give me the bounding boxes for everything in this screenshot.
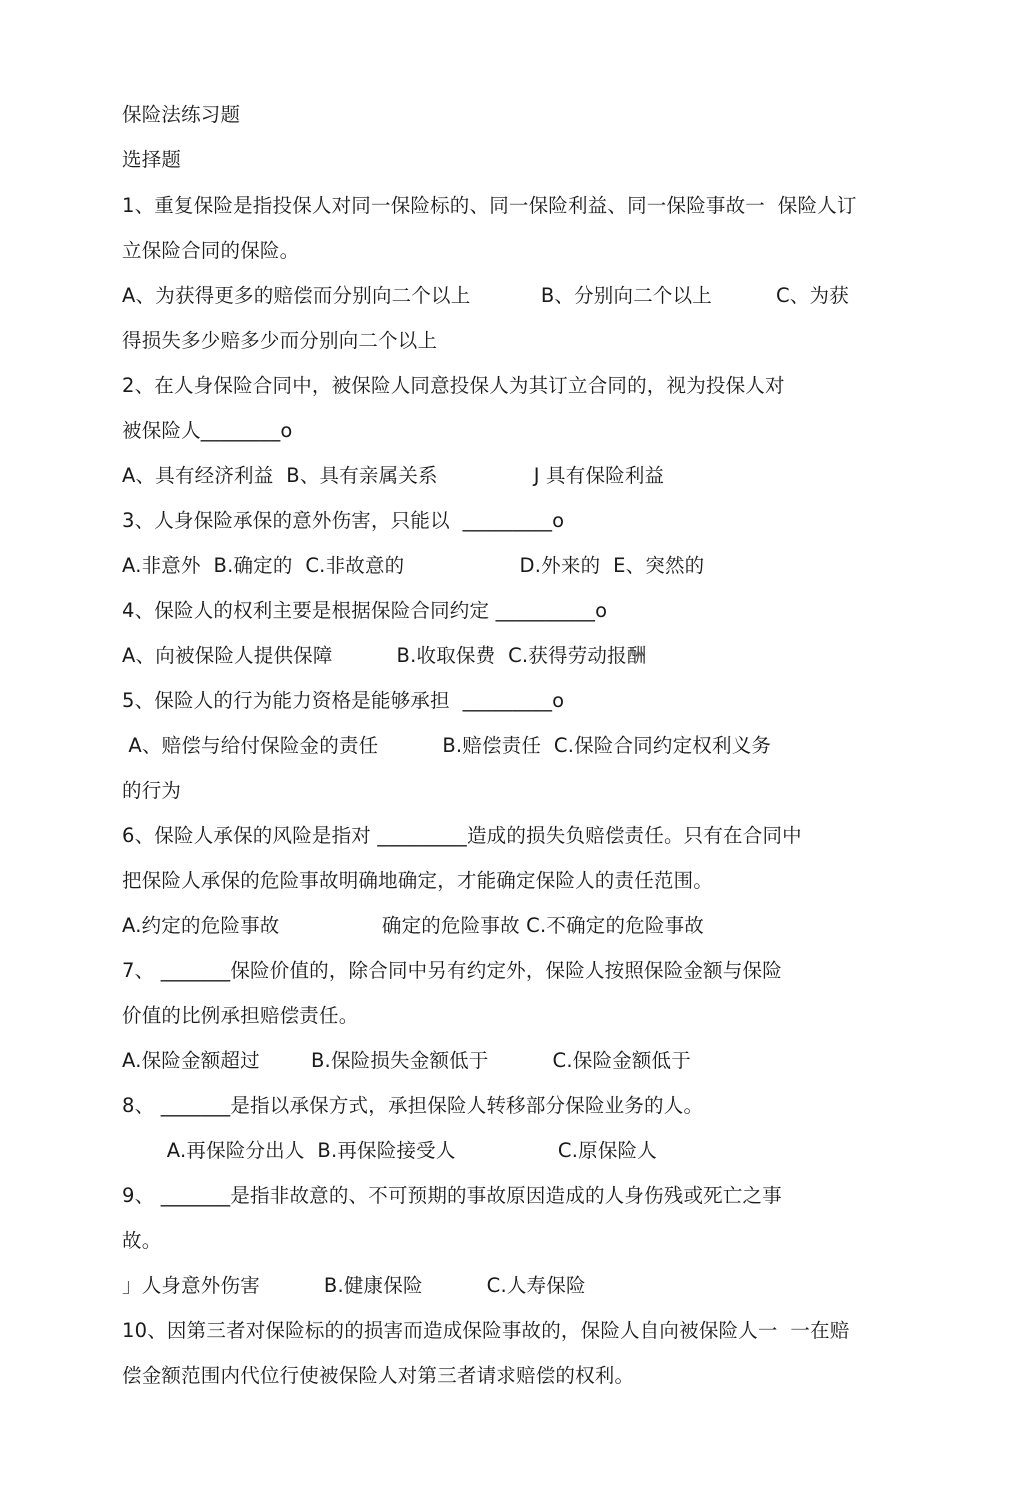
q8-text: 8、 _______是指以承保方式，承担保险人转移部分保险业务的人。	[122, 1094, 704, 1117]
q2-text: 2、在人身保险合同中，被保险人同意投保人为其订立合同的，视为投保人对	[122, 374, 785, 397]
q9-text: 9、 _______是指非故意的、不可预期的事故原因造成的人身伤残或死亡之事	[122, 1184, 782, 1207]
q6-text: 6、保险人承保的风险是指对 _________造成的损失负赔偿责任。只有在合同中	[122, 824, 802, 847]
q5-text: 5、保险人的行为能力资格是能够承担 _________o	[122, 689, 565, 712]
q9-text-cont: 故。	[122, 1229, 162, 1252]
q8-options: A.再保险分出人 B.再保险接受人 C.原保险人	[122, 1139, 657, 1162]
q3-text: 3、人身保险承保的意外伤害，只能以 _________o	[122, 509, 565, 532]
q3-options: A.非意外 B.确定的 C.非故意的 D.外来的 E、突然的	[122, 554, 705, 577]
document-title: 保险法练习题	[122, 103, 241, 126]
q4-text: 4、保险人的权利主要是根据保险合同约定 __________o	[122, 599, 608, 622]
q6-options: A.约定的危险事故 确定的危险事故 C.不确定的危险事故	[122, 914, 704, 937]
q1-options-cont: 得损失多少赔多少而分别向二个以上	[122, 329, 438, 352]
q1-text: 1、重复保险是指投保人对同一保险标的、同一保险利益、同一保险事故一 保险人订	[122, 194, 857, 217]
q4-options: A、向被保险人提供保障 B.收取保费 C.获得劳动报酬	[122, 644, 647, 667]
q7-options: A.保险金额超过 B.保险损失金额低于 C.保险金额低于	[122, 1049, 691, 1072]
q5-options-cont: 的行为	[122, 779, 182, 802]
q6-text-cont: 把保险人承保的危险事故明确地确定，才能确定保险人的责任范围。	[122, 869, 714, 892]
q10-text-cont: 偿金额范围内代位行使被保险人对第三者请求赔偿的权利。	[122, 1364, 635, 1387]
q7-text: 7、 _______保险价值的，除合同中另有约定外，保险人按照保险金额与保险	[122, 959, 782, 982]
q7-text-cont: 价值的比例承担赔偿责任。	[122, 1004, 359, 1027]
q10-text: 10、因第三者对保险标的的损害而造成保险事故的，保险人自向被保险人一 一在赔	[122, 1319, 850, 1342]
q5-options: A、赔偿与给付保险金的责任 B.赔偿责任 C.保险合同约定权利义务	[122, 734, 772, 757]
q9-options: 」人身意外伤害 B.健康保险 C.人寿保险	[122, 1274, 586, 1297]
q2-text-cont: 被保险人________o	[122, 419, 293, 442]
q1-text-cont: 立保险合同的保险。	[122, 239, 300, 262]
q1-options: A、为获得更多的赔偿而分别向二个以上 B、分别向二个以上 C、为获	[122, 284, 849, 307]
section-heading: 选择题	[122, 148, 182, 171]
q2-options: A、具有经济利益 B、具有亲属关系 J 具有保险利益	[122, 464, 665, 487]
